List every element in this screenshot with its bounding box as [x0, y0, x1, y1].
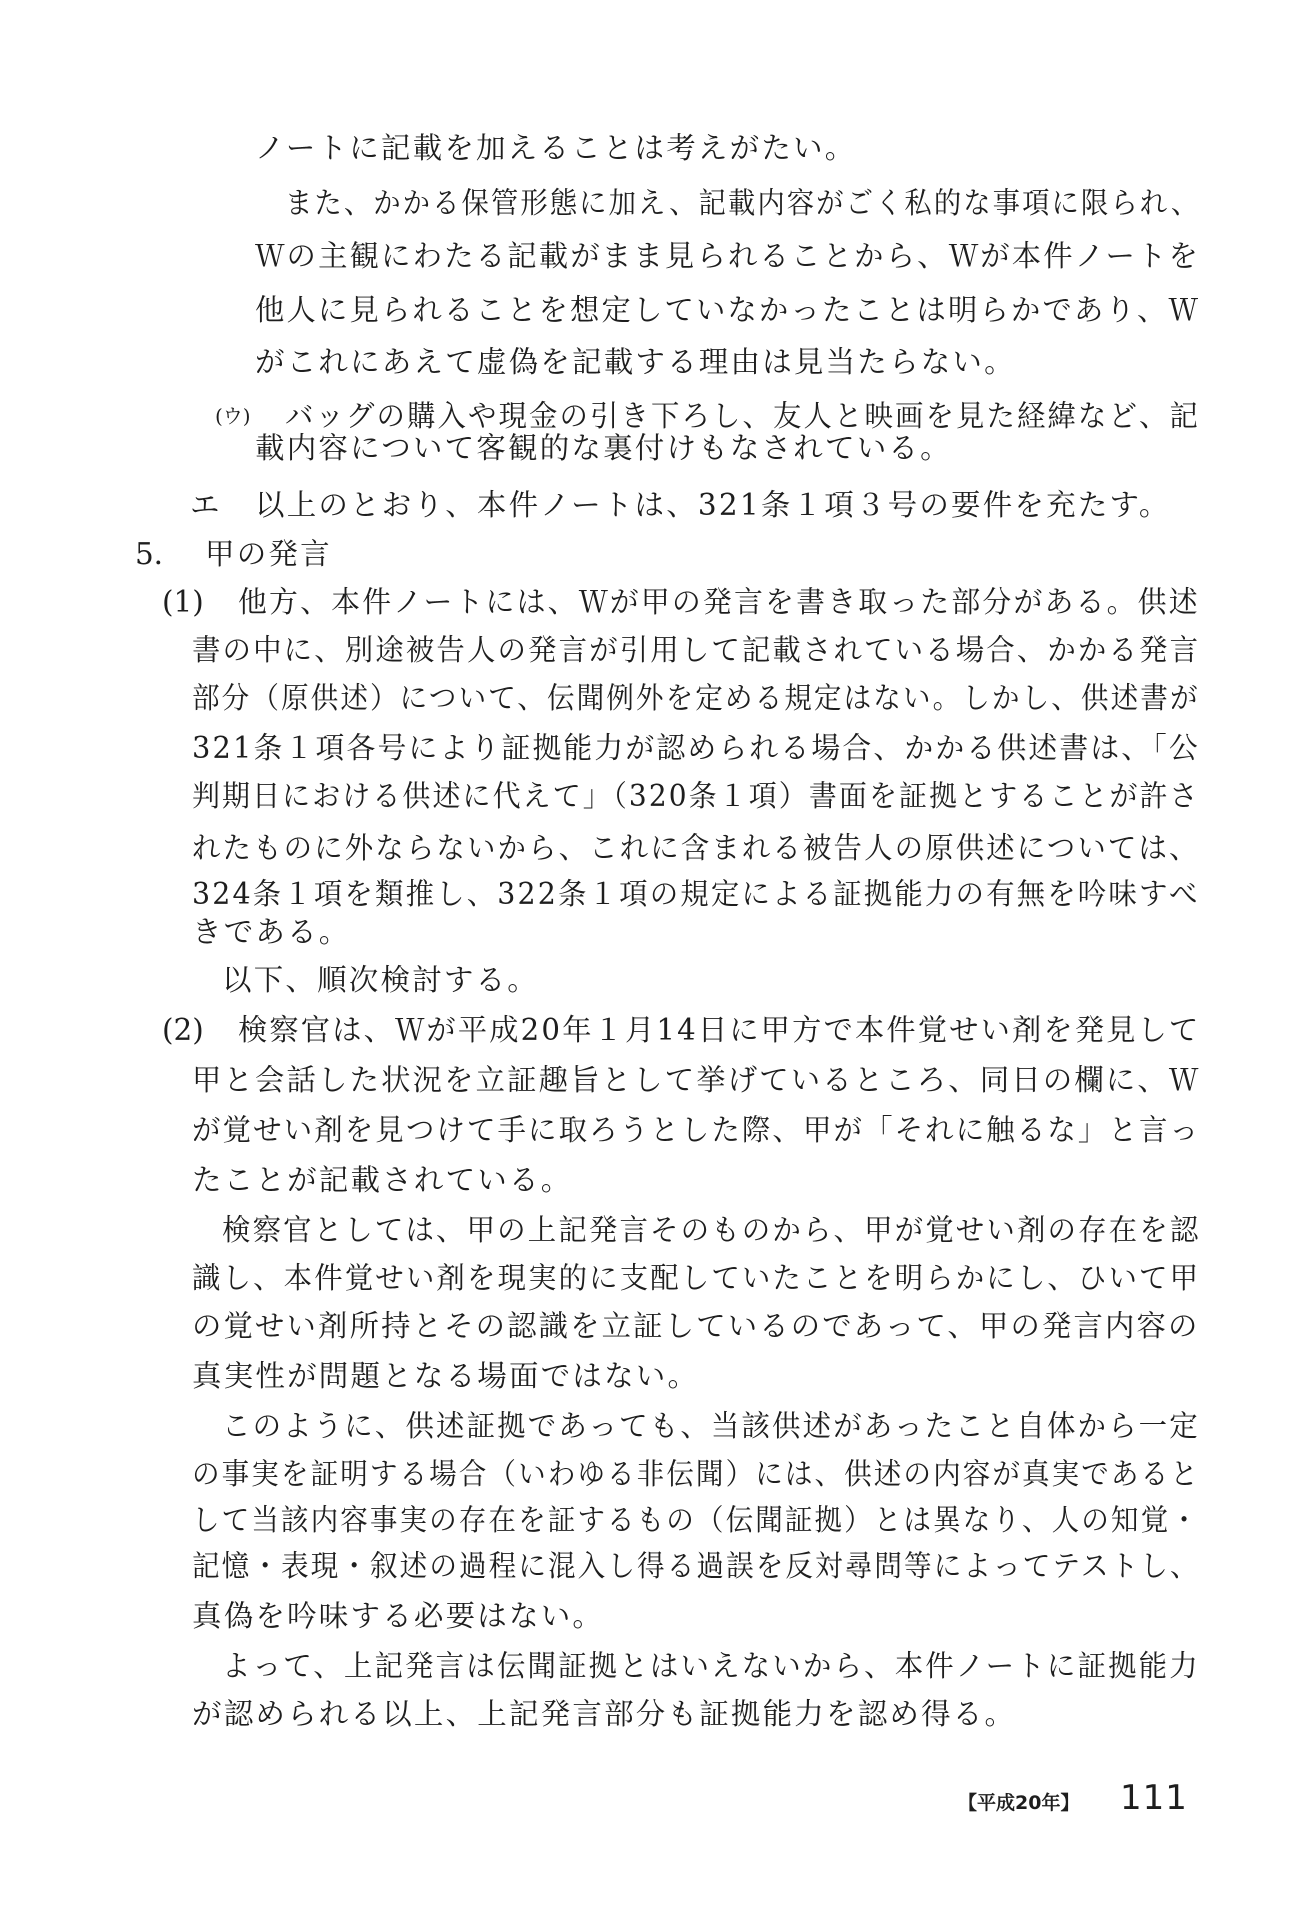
running-footer-label: 【平成20年】 [958, 1792, 1080, 1814]
text-line: きである。 [192, 915, 351, 949]
text-line: が覚せい剤を見つけて手に取ろうとした際、甲が「それに触るな」と言っ [192, 1113, 1201, 1147]
text-line: 記憶・表現・叙述の過程に混入し得る過誤を反対尋問等によってテストし、 [192, 1549, 1200, 1583]
list-marker: (2) [162, 1013, 204, 1047]
text-line: 載内容について客観的な裏付けもなされている。 [255, 431, 952, 465]
text-line: よって、上記発言は伝聞証拠とはいえないから、本件ノートに証拠能力 [222, 1649, 1200, 1683]
text-line: 書の中に、別途被告人の発言が引用して記載されている場合、かかる発言 [192, 633, 1201, 667]
text-line: 真偽を吟味する必要はない。 [192, 1599, 605, 1633]
text-line: がこれにあえて虚偽を記載する理由は見当たらない。 [255, 345, 1016, 379]
text-line: ノートに記載を加えることは考えがたい。 [255, 131, 857, 165]
text-line: 以上のとおり、本件ノートは、321条１項３号の要件を充たす。 [255, 488, 1171, 522]
text-line: の事実を証明する場合（いわゆる非伝聞）には、供述の内容が真実であると [192, 1457, 1200, 1491]
text-line: の覚せい剤所持とその認識を立証しているのであって、甲の発言内容の [192, 1309, 1200, 1343]
text-line: 部分（原供述）について、伝聞例外を定める規定はない。しかし、供述書が [192, 681, 1200, 715]
list-marker: (ウ) [215, 404, 251, 428]
section-heading: 甲の発言 [205, 537, 332, 571]
text-line: が認められる以上、上記発言部分も証拠能力を認め得る。 [192, 1697, 1017, 1731]
text-line: して当該内容事実の存在を証するもの（伝聞証拠）とは異なり、人の知覚・ [192, 1503, 1200, 1537]
list-marker: (1) [162, 585, 204, 619]
text-line: 他人に見られることを想定していなかったことは明らかであり、Ｗ [255, 293, 1201, 327]
text-line: また、かかる保管形態に加え、記載内容がごく私的な事項に限られ、 [285, 186, 1201, 220]
text-line: バッグの購入や現金の引き下ろし、友人と映画を見た経緯など、記 [285, 399, 1200, 433]
text-line: 321条１項各号により証拠能力が認められる場合、かかる供述書は、「公 [192, 731, 1200, 765]
text-line: 検察官としては、甲の上記発言そのものから、甲が覚せい剤の存在を認 [222, 1213, 1201, 1247]
text-line: たことが記載されている。 [192, 1163, 573, 1197]
text-line: Ｗの主観にわたる記載がまま見られることから、Ｗが本件ノートを [255, 239, 1201, 273]
text-line: 検察官は、Ｗが平成20年１月14日に甲方で本件覚せい剤を発見して [238, 1013, 1201, 1047]
text-line: 他方、本件ノートには、Ｗが甲の発言を書き取った部分がある。供述 [238, 585, 1200, 619]
page-number: 111 [1120, 1778, 1188, 1818]
text-line: 324条１項を類推し、322条１項の規定による証拠能力の有無を吟味すべ [192, 877, 1200, 911]
text-line: 真実性が問題となる場面ではない。 [192, 1359, 700, 1393]
section-number: 5． [135, 537, 184, 571]
text-line: れたものに外ならないから、これに含まれる被告人の原供述については、 [192, 831, 1200, 865]
text-line: 識し、本件覚せい剤を現実的に支配していたことを明らかにし、ひいて甲 [192, 1261, 1201, 1295]
text-line: 判期日における供述に代えて」（320条１項）書面を証拠とすることが許さ [192, 779, 1200, 813]
text-line: 甲と会話した状況を立証趣旨として挙げているところ、同日の欄に、Ｗ [192, 1063, 1201, 1097]
text-line: 以下、順次検討する。 [222, 963, 540, 997]
text-line: このように、供述証拠であっても、当該供述があったこと自体から一定 [222, 1409, 1200, 1443]
list-marker: エ [190, 488, 220, 522]
